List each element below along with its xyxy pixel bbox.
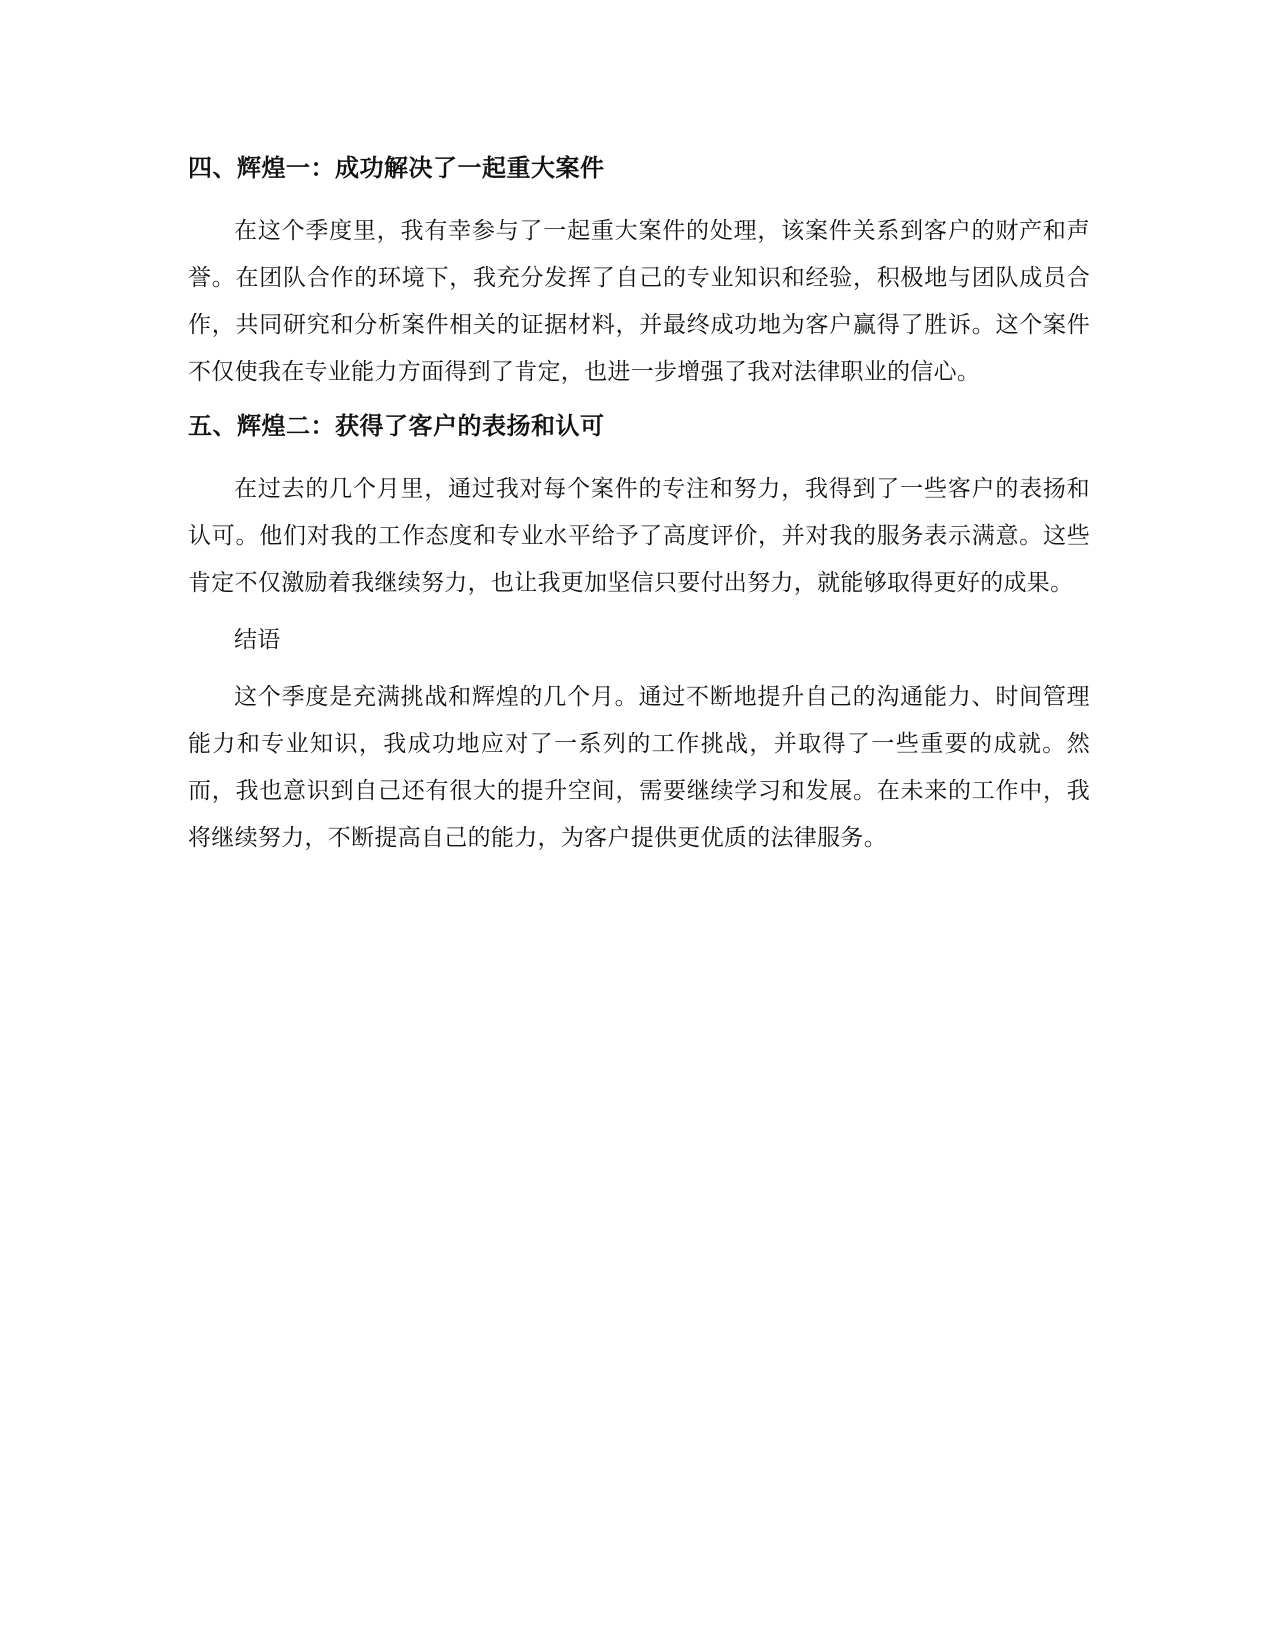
conclusion-label: 结语: [234, 627, 281, 653]
section-heading-highlight-two: 五、辉煌二：获得了客户的表扬和认可: [188, 412, 605, 440]
section-paragraph-highlight-two: 在过去的几个月里，通过我对每个案件的专注和努力，我得到了一些客户的表扬和认可。他们对我的工作态度和专业水平给予了高度评价，并对我的服务表示满意。这些肯定不仅激励着我继续努力，也让我更加坚信只要付出努力，就能够取得更好的成果。: [188, 476, 1090, 596]
section-paragraph-highlight-one: 在这个季度里，我有幸参与了一起重大案件的处理，该案件关系到客户的财产和声誉。在团队合作的环境下，我充分发挥了自己的专业知识和经验，积极地与团队成员合作，共同研究和分析案件相关的证据材料，并最终成功地为客户赢得了胜诉。这个案件不仅使我在专业能力方面得到了肯定，也进一步增强了我对法律职业的信心。: [188, 218, 1090, 385]
document-body: [188, 148, 1090, 872]
section-heading-highlight-one: 四、辉煌一：成功解决了一起重大案件: [188, 154, 605, 182]
conclusion-paragraph: 这个季度是充满挑战和辉煌的几个月。通过不断地提升自己的沟通能力、时间管理能力和专业知识，我成功地应对了一系列的工作挑战，并取得了一些重要的成就。然而，我也意识到自己还有很大的提升空间，需要继续学习和发展。在未来的工作中，我将继续努力，不断提高自己的能力，为客户提供更优质的法律服务。: [188, 684, 1090, 851]
